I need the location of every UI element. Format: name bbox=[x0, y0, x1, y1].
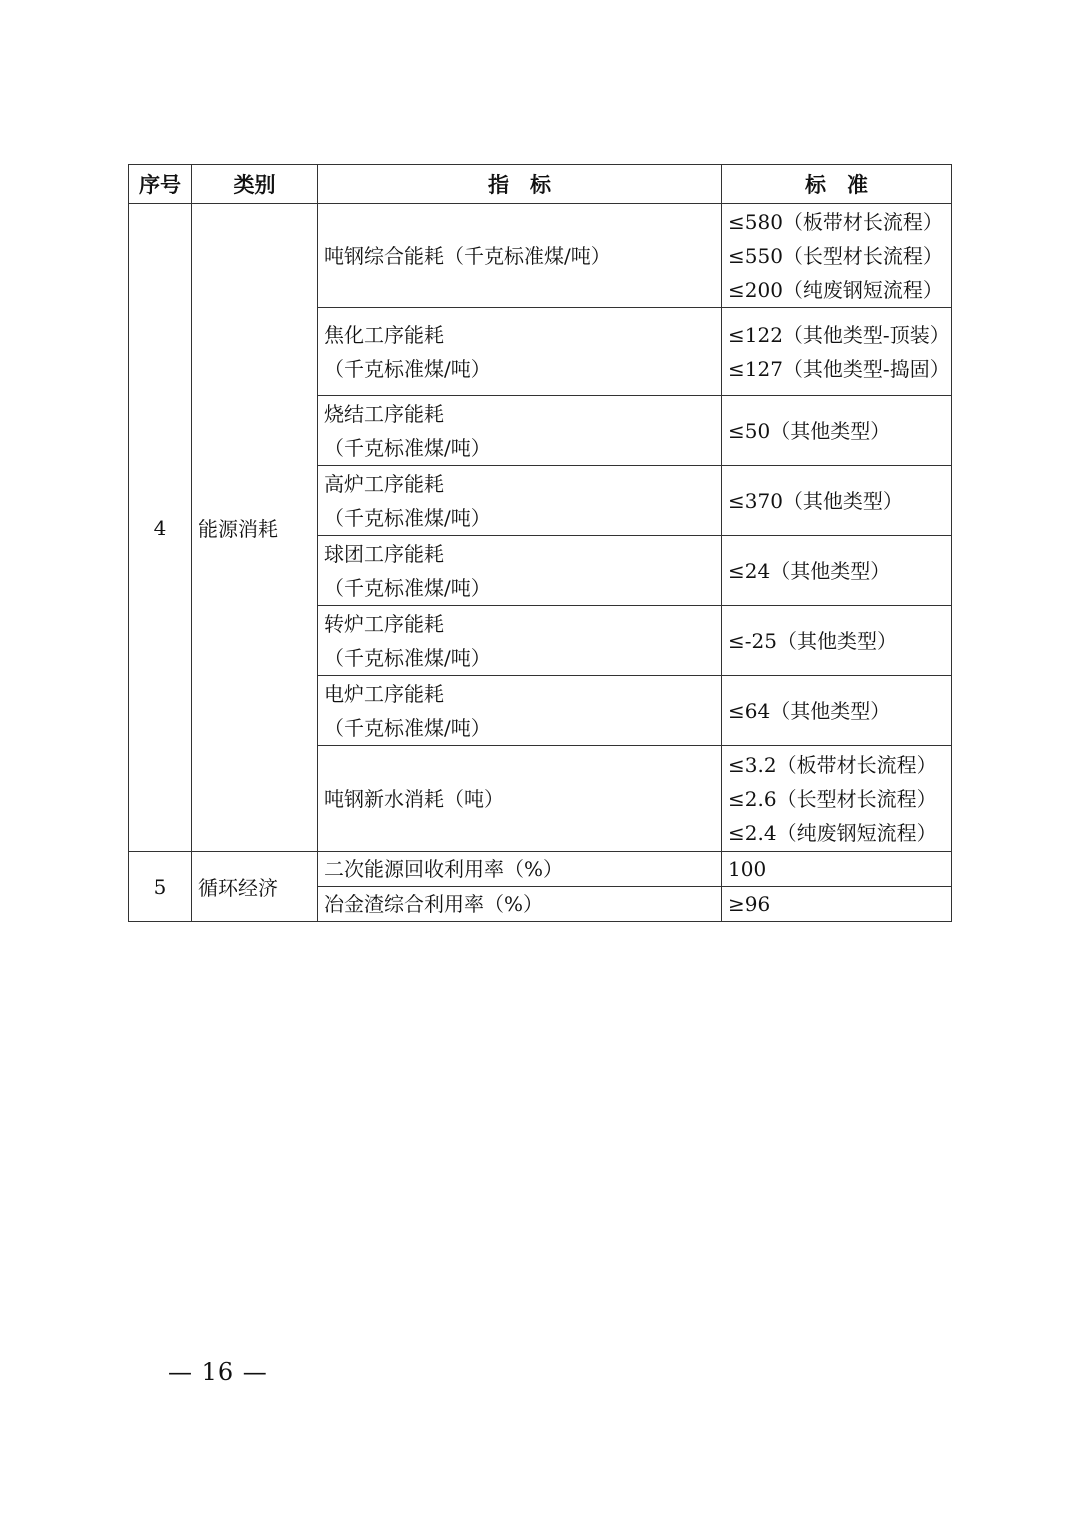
standard-line: ≤127（其他类型-捣固） bbox=[728, 356, 950, 381]
indicator-cell bbox=[318, 536, 722, 606]
standard-line: ≤24（其他类型） bbox=[728, 558, 891, 583]
group-category: 循环经济 bbox=[192, 852, 318, 922]
indicator-line: （千克标准煤/吨） bbox=[324, 435, 491, 460]
indicator-cell bbox=[318, 606, 722, 676]
standard-cell bbox=[722, 887, 952, 922]
standard-line: ≤2.6（长型材长流程） bbox=[728, 786, 937, 811]
standard-cell bbox=[722, 676, 952, 746]
indicator-cell bbox=[318, 676, 722, 746]
standard-cell bbox=[722, 606, 952, 676]
indicator-cell bbox=[318, 308, 722, 396]
indicator-line: 吨钢新水消耗（吨） bbox=[324, 786, 504, 811]
standard-line: ≤370（其他类型） bbox=[728, 488, 903, 513]
header-category: 类别 bbox=[192, 165, 318, 204]
header-standard: 标 准 bbox=[722, 165, 952, 204]
indicator-line: 电炉工序能耗 bbox=[324, 681, 444, 706]
indicator-cell bbox=[318, 746, 722, 852]
indicator-line: （千克标准煤/吨） bbox=[324, 715, 491, 740]
indicator-line: 焦化工序能耗 bbox=[324, 322, 444, 347]
indicator-line: （千克标准煤/吨） bbox=[324, 505, 491, 530]
group-num: 4 bbox=[129, 204, 192, 852]
standard-line: ≤2.4（纯废钢短流程） bbox=[728, 820, 937, 845]
standards-table bbox=[128, 164, 952, 922]
indicator-line: 吨钢综合能耗（千克标准煤/吨） bbox=[324, 243, 611, 268]
table-row bbox=[129, 852, 952, 887]
indicator-line: 高炉工序能耗 bbox=[324, 471, 444, 496]
indicator-line: 转炉工序能耗 bbox=[324, 611, 444, 636]
indicator-line: 冶金渣综合利用率（%） bbox=[324, 892, 544, 916]
header-num: 序号 bbox=[129, 165, 192, 204]
standard-cell bbox=[722, 852, 952, 887]
indicator-line: 二次能源回收利用率（%） bbox=[324, 857, 564, 881]
standard-line: 100 bbox=[728, 857, 767, 881]
page-number: — 16 — bbox=[168, 1358, 268, 1386]
standard-line: ≥96 bbox=[728, 892, 771, 916]
standard-cell bbox=[722, 396, 952, 466]
standard-line: ≤50（其他类型） bbox=[728, 418, 891, 443]
header-indicator: 指 标 bbox=[318, 165, 722, 204]
indicator-line: （千克标准煤/吨） bbox=[324, 356, 491, 381]
indicator-cell bbox=[318, 852, 722, 887]
standard-line: ≤580（板带材长流程） bbox=[728, 209, 943, 234]
standard-line: ≤122（其他类型-顶装） bbox=[728, 322, 950, 347]
standard-cell bbox=[722, 204, 952, 308]
standard-cell bbox=[722, 536, 952, 606]
standard-line: ≤-25（其他类型） bbox=[728, 628, 897, 653]
indicator-cell bbox=[318, 887, 722, 922]
standard-line: ≤3.2（板带材长流程） bbox=[728, 752, 937, 777]
indicator-cell bbox=[318, 204, 722, 308]
indicator-cell bbox=[318, 466, 722, 536]
indicator-line: （千克标准煤/吨） bbox=[324, 575, 491, 600]
indicator-line: 球团工序能耗 bbox=[324, 541, 444, 566]
standard-cell bbox=[722, 308, 952, 396]
indicator-line: （千克标准煤/吨） bbox=[324, 645, 491, 670]
table-header-row bbox=[129, 165, 952, 204]
standard-cell bbox=[722, 746, 952, 852]
group-category: 能源消耗 bbox=[192, 204, 318, 852]
standard-cell bbox=[722, 466, 952, 536]
standard-line: ≤200（纯废钢短流程） bbox=[728, 277, 943, 302]
group-num: 5 bbox=[129, 852, 192, 922]
indicator-line: 烧结工序能耗 bbox=[324, 401, 444, 426]
table-row bbox=[129, 204, 952, 308]
standard-line: ≤550（长型材长流程） bbox=[728, 243, 943, 268]
indicator-cell bbox=[318, 396, 722, 466]
standard-line: ≤64（其他类型） bbox=[728, 698, 891, 723]
